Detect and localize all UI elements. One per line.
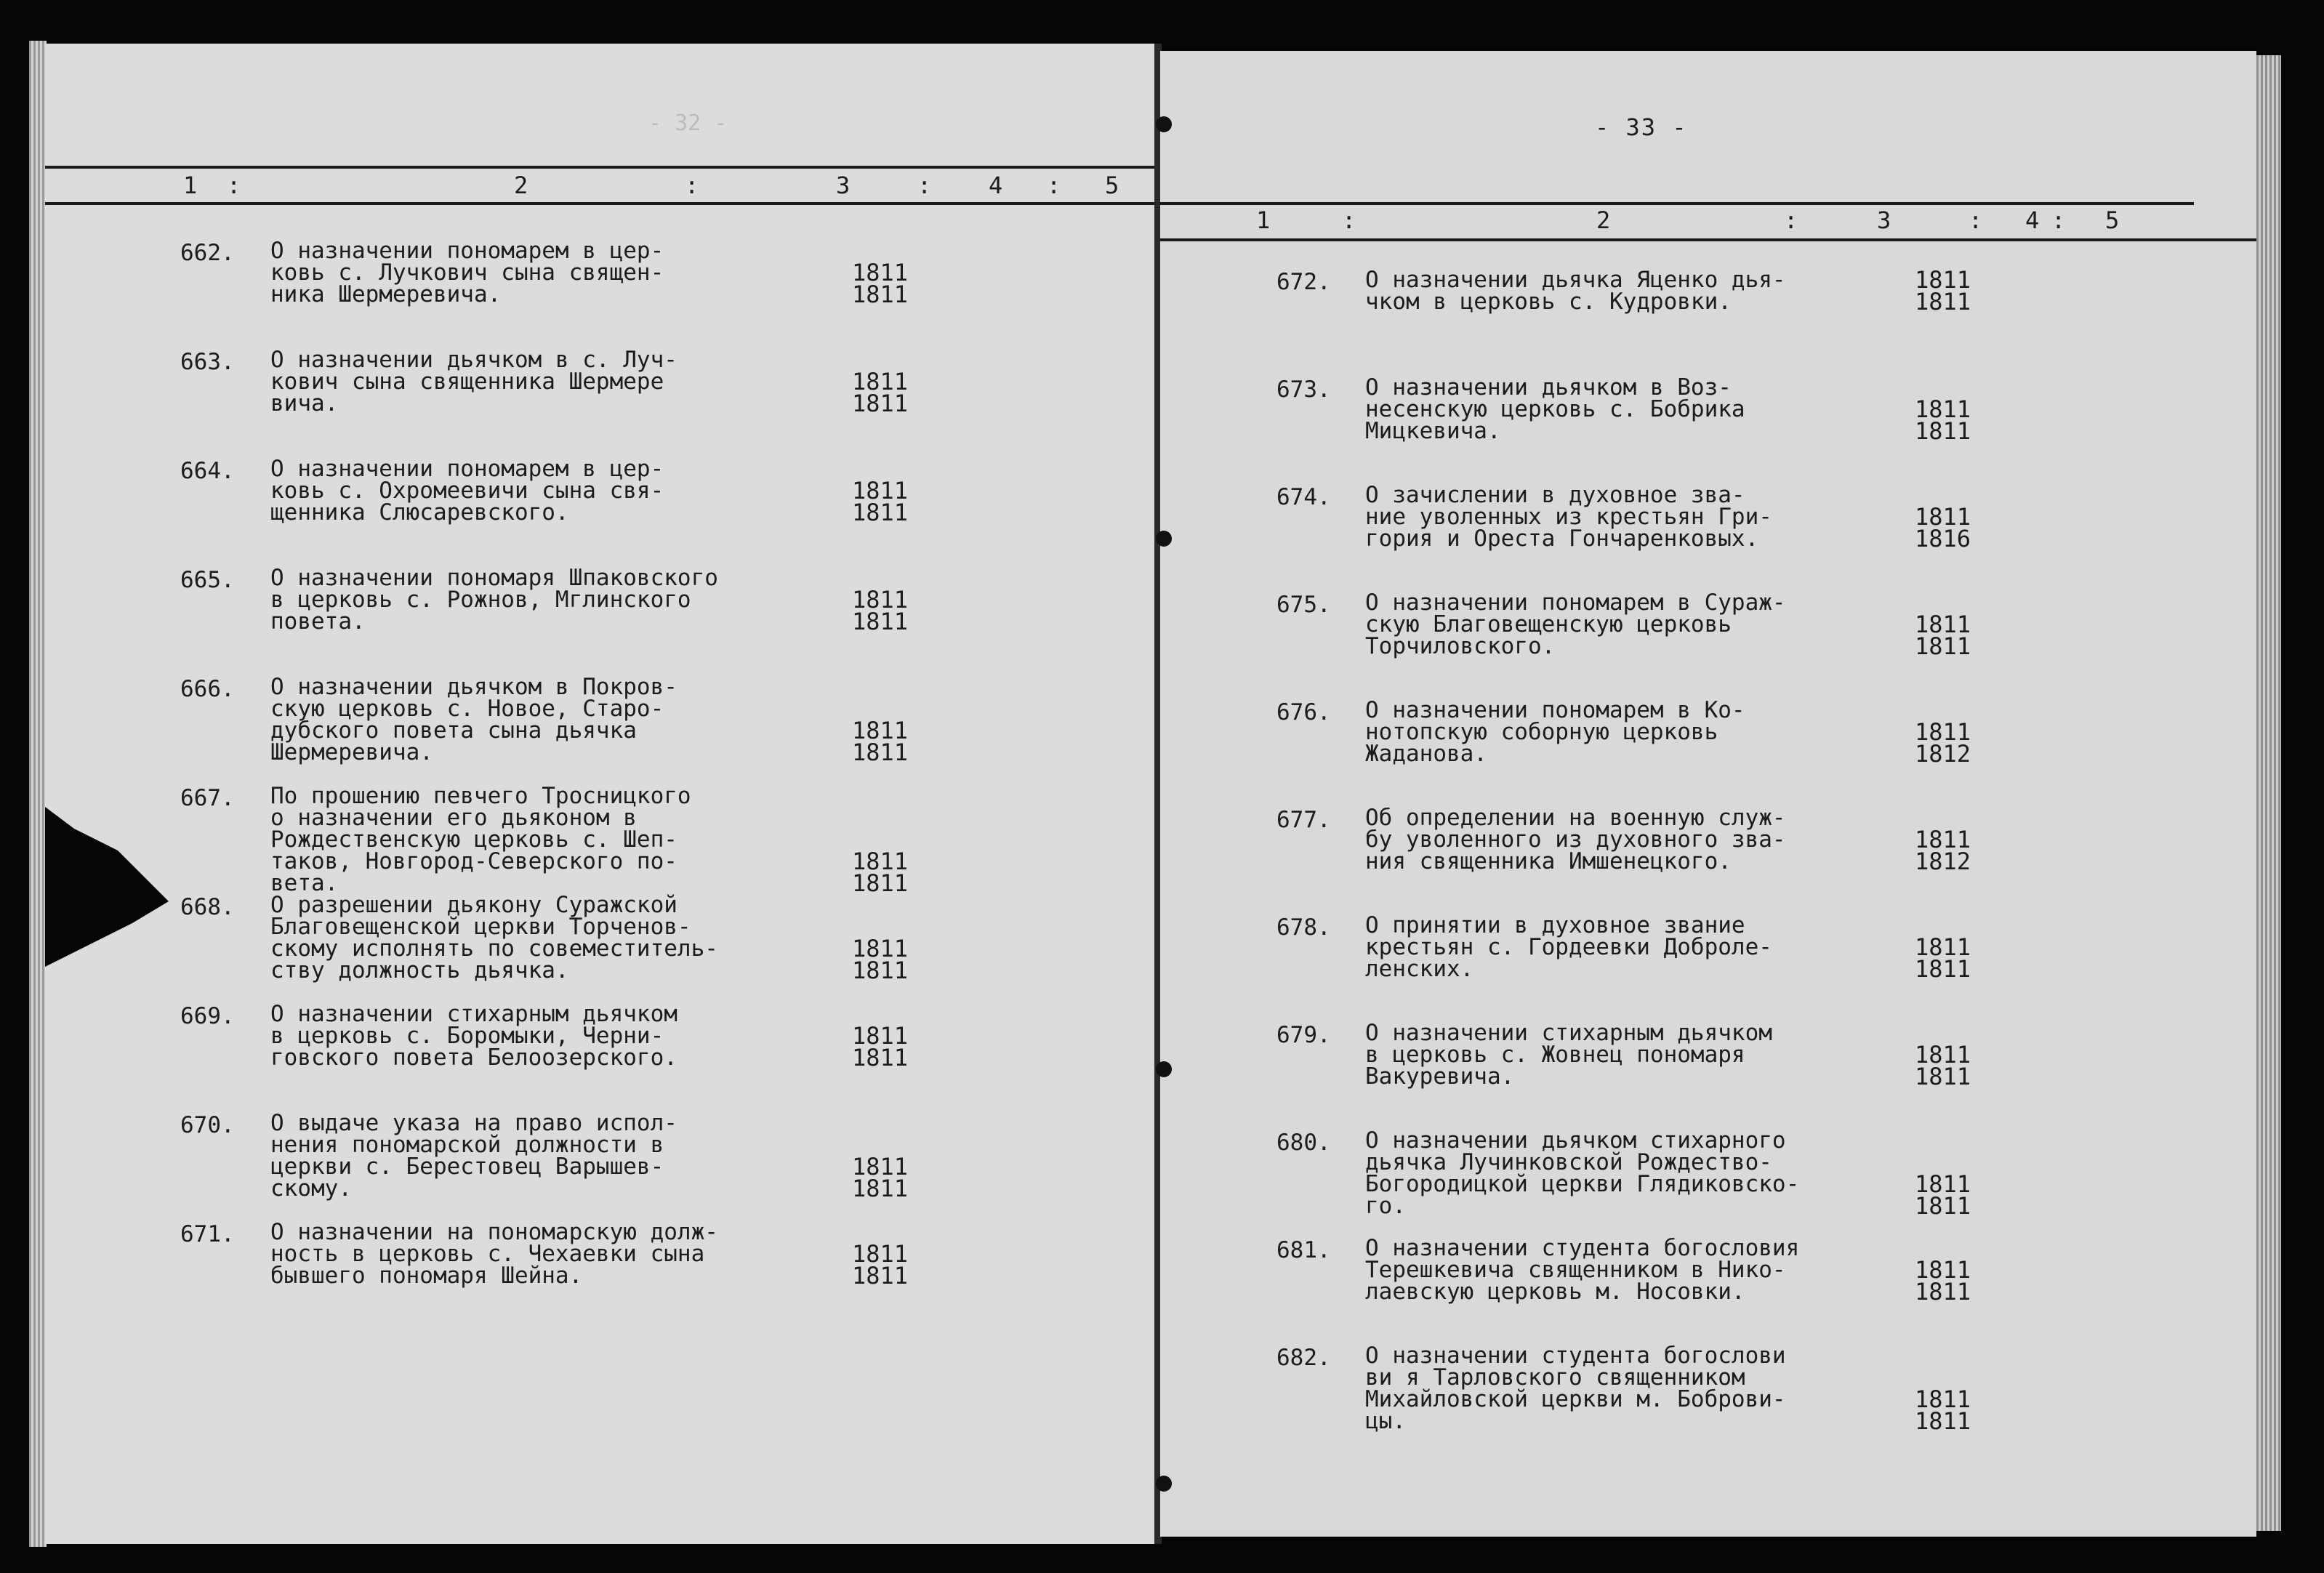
year-value: 1811 xyxy=(1915,1041,1971,1069)
year-value: 1811 xyxy=(852,390,909,417)
entry-line: О назначении дьячком в Покров- xyxy=(270,674,678,700)
entry-years xyxy=(1915,1256,1971,1306)
entry-description xyxy=(1365,484,1772,550)
entry-line: О назначении дьячком в Воз- xyxy=(1365,374,1732,401)
year-value: 1811 xyxy=(852,1153,909,1180)
entry-description xyxy=(270,894,718,981)
entry-line: скую Благовещенскую церковь xyxy=(1365,611,1732,637)
column-header-2: 2 xyxy=(1596,206,1611,234)
entry-line: Шермеревича. xyxy=(270,739,433,765)
column-separator: : xyxy=(685,172,699,199)
binding-hole xyxy=(1156,1476,1172,1492)
column-separator: : xyxy=(227,172,241,199)
column-separator: : xyxy=(1969,206,1983,234)
entry-line: О назначении пономарем в Ко- xyxy=(1365,697,1745,723)
year-value: 1811 xyxy=(852,281,909,308)
entry-description xyxy=(270,1110,678,1202)
right-page xyxy=(1160,51,2256,1537)
entry-line: вета. xyxy=(270,870,339,896)
entry-number: 679. xyxy=(1276,1022,1331,1048)
year-value: 1816 xyxy=(1915,525,1971,552)
year-value: 1811 xyxy=(852,1022,909,1050)
year-value: 1811 xyxy=(1915,826,1971,853)
entry-number: 673. xyxy=(1276,377,1331,403)
entry-description xyxy=(1365,592,1786,657)
entry-line: О назначении пономарем в Сураж- xyxy=(1365,590,1786,616)
entry-line: ния священника Имшенецкого. xyxy=(1365,848,1732,874)
year-value: 1811 xyxy=(852,848,909,875)
year-value: 1811 xyxy=(852,739,909,766)
entry-years xyxy=(852,259,909,308)
entry-line: О назначении дьячком стихарного xyxy=(1365,1127,1786,1154)
year-value: 1811 xyxy=(1915,266,1971,294)
torn-page-edge xyxy=(45,807,190,967)
entry-number: 670. xyxy=(180,1112,235,1138)
year-value: 1811 xyxy=(852,499,909,526)
entry-line: ковь с. Лучкович сына священ- xyxy=(270,260,664,286)
year-value: 1811 xyxy=(1915,1063,1971,1090)
column-header-5: 5 xyxy=(1105,172,1119,199)
binding-hole xyxy=(1156,1061,1172,1077)
entry-line: Мицкевича. xyxy=(1365,418,1501,444)
entry-line: Торчиловского. xyxy=(1365,633,1556,659)
entry-line: О назначении пономарем в цер- xyxy=(270,238,664,264)
entry-line: скому. xyxy=(270,1175,352,1202)
entry-line: О разрешении дьякону Суражской xyxy=(270,892,678,918)
column-header-5: 5 xyxy=(2105,206,2120,234)
header-top-rule xyxy=(45,166,1156,169)
entry-number: 668. xyxy=(180,894,235,920)
entry-line: ние уволенных из крестьян Гри- xyxy=(1365,504,1772,530)
year-value: 1811 xyxy=(1915,395,1971,423)
entry-line: ковь с. Охромеевичи сына свя- xyxy=(270,478,664,504)
entry-line: нотопскую соборную церковь xyxy=(1365,719,1718,745)
entry-years xyxy=(1915,933,1971,983)
year-value: 1811 xyxy=(1915,632,1971,660)
binding-hole xyxy=(1156,531,1172,547)
entry-line: Рождественскую церковь с. Шеп- xyxy=(270,826,678,853)
year-value: 1811 xyxy=(852,717,909,744)
left-page xyxy=(45,44,1156,1544)
year-value: 1811 xyxy=(1915,1256,1971,1284)
bleed-through-page-number: - 32 - xyxy=(648,110,728,136)
entry-years xyxy=(852,586,909,635)
entry-number: 665. xyxy=(180,567,235,593)
entry-number: 662. xyxy=(180,240,235,266)
entry-years xyxy=(852,1240,909,1290)
header-bottom-rule xyxy=(45,202,1156,205)
entry-line: крестьян с. Гордеевки Доброле- xyxy=(1365,934,1772,960)
column-header-4: 4 xyxy=(989,172,1003,199)
year-value: 1811 xyxy=(852,1240,909,1268)
entry-description xyxy=(270,1003,678,1069)
right-page-edge xyxy=(2256,55,2281,1531)
year-value: 1811 xyxy=(852,935,909,962)
column-separator: : xyxy=(2051,206,2066,234)
year-value: 1812 xyxy=(1915,740,1971,768)
entry-description xyxy=(270,240,664,305)
entry-description xyxy=(270,456,664,526)
entry-line: Терешкевича священником в Нико- xyxy=(1365,1257,1786,1283)
entry-line: цы. xyxy=(1365,1408,1406,1434)
entry-number: 681. xyxy=(1276,1237,1331,1263)
entry-number: 664. xyxy=(180,458,235,484)
entry-line: гория и Ореста Гончаренковых. xyxy=(1365,526,1759,552)
entry-description xyxy=(270,676,678,763)
entry-number: 677. xyxy=(1276,807,1331,833)
entry-years xyxy=(1915,826,1971,875)
entry-number: 663. xyxy=(180,349,235,375)
year-value: 1811 xyxy=(1915,288,1971,315)
entry-number: 680. xyxy=(1276,1130,1331,1156)
entry-line: Богородицкой церкви Глядиковско- xyxy=(1365,1171,1800,1197)
entry-line: чком в церковь с. Кудровки. xyxy=(1365,289,1732,315)
entry-line: в церковь с. Жовнец пономаря xyxy=(1365,1042,1745,1068)
entry-line: ность в церковь с. Чехаевки сына xyxy=(270,1241,705,1267)
entry-description xyxy=(1365,374,1745,444)
entry-line: О назначении стихарным дьячком xyxy=(1365,1020,1772,1046)
entry-line: По прошению певчего Тросницкого xyxy=(270,783,691,809)
year-value: 1811 xyxy=(1915,955,1971,983)
entry-line: щенника Слюсаревского. xyxy=(270,499,569,526)
entry-years xyxy=(1915,503,1971,552)
entry-years xyxy=(852,717,909,766)
entry-line: Благовещенской церкви Торченов- xyxy=(270,914,691,940)
year-value: 1811 xyxy=(1915,503,1971,531)
entry-line: О принятии в духовное звание xyxy=(1365,912,1745,938)
entry-line: говского повета Белоозерского. xyxy=(270,1045,678,1071)
entry-line: О назначении дьячком в с. Луч- xyxy=(270,347,678,373)
entry-line: дубского повета сына дьячка xyxy=(270,717,637,744)
entry-line: вича. xyxy=(270,390,339,417)
entry-line: Жаданова. xyxy=(1365,741,1487,767)
entry-number: 671. xyxy=(180,1221,235,1247)
entry-line: о назначении его дьяконом в xyxy=(270,805,637,831)
entry-description xyxy=(1365,914,1772,980)
year-value: 1811 xyxy=(852,869,909,897)
entry-line: О назначении пономарем в цер- xyxy=(270,456,664,482)
column-separator: : xyxy=(1784,206,1798,234)
entry-number: 676. xyxy=(1276,699,1331,725)
entry-line: О назначении студента богослови xyxy=(1365,1343,1786,1369)
entry-line: О выдаче указа на право испол- xyxy=(270,1110,678,1136)
entry-description xyxy=(1365,1020,1772,1090)
entry-years xyxy=(852,935,909,984)
entry-line: О назначении стихарным дьячком xyxy=(270,1001,678,1027)
entry-line: го. xyxy=(1365,1193,1406,1219)
entry-years xyxy=(852,477,909,526)
entry-line: Михайловской церкви м. Боброви- xyxy=(1365,1386,1786,1412)
entry-description xyxy=(1365,269,1786,313)
entry-number: 672. xyxy=(1276,269,1331,295)
entry-description xyxy=(270,785,691,894)
column-separator: : xyxy=(917,172,932,199)
entry-years xyxy=(1915,1170,1971,1220)
entry-years xyxy=(852,848,909,897)
year-value: 1811 xyxy=(1915,1407,1971,1435)
year-value: 1811 xyxy=(852,608,909,635)
entry-line: кович сына священника Шермере xyxy=(270,369,664,395)
entry-number: 675. xyxy=(1276,592,1331,618)
entry-years xyxy=(1915,266,1971,315)
entry-line: ленских. xyxy=(1365,956,1474,982)
entry-description xyxy=(270,1221,718,1287)
entry-number: 674. xyxy=(1276,484,1331,510)
entry-line: ви я Тарловского священником xyxy=(1365,1364,1745,1391)
year-value: 1811 xyxy=(1915,1385,1971,1413)
entry-line: Вакуревича. xyxy=(1365,1063,1515,1090)
left-page-edge xyxy=(29,41,47,1547)
column-separator: : xyxy=(1047,172,1061,199)
entry-line: О назначении студента богословия xyxy=(1365,1235,1800,1261)
entry-line: лаевскую церковь м. Носовки. xyxy=(1365,1279,1745,1305)
entry-number: 667. xyxy=(180,785,235,811)
column-header-4: 4 xyxy=(2025,206,2040,234)
year-value: 1811 xyxy=(852,259,909,286)
entry-description xyxy=(270,565,718,635)
entry-years xyxy=(852,368,909,417)
entry-description xyxy=(1365,1237,1799,1303)
entry-line: церкви с. Берестовец Варышев- xyxy=(270,1154,664,1180)
year-value: 1811 xyxy=(1915,1170,1971,1198)
entry-line: бывшего пономаря Шейна. xyxy=(270,1263,583,1289)
entry-years xyxy=(852,1022,909,1071)
entry-number: 678. xyxy=(1276,914,1331,941)
entry-number: 669. xyxy=(180,1003,235,1029)
entry-line: О назначении пономаря Шпаковского xyxy=(270,565,718,591)
entry-description xyxy=(1365,1127,1800,1219)
year-value: 1811 xyxy=(852,957,909,984)
entry-years xyxy=(1915,395,1971,445)
entry-line: ству должность дьячка. xyxy=(270,957,569,983)
entry-description xyxy=(1365,807,1786,872)
year-value: 1811 xyxy=(1915,1192,1971,1220)
entry-description xyxy=(1365,1345,1786,1432)
header-bottom-rule xyxy=(1160,238,2256,241)
column-header-1: 1 xyxy=(183,172,198,199)
entry-years xyxy=(1915,718,1971,768)
entry-years xyxy=(852,1153,909,1202)
entry-description xyxy=(1365,699,1745,765)
year-value: 1812 xyxy=(1915,848,1971,875)
entry-line: О назначении на пономарскую долж- xyxy=(270,1219,718,1245)
year-value: 1811 xyxy=(1915,718,1971,746)
entry-line: О назначении дьячка Яценко дья- xyxy=(1365,267,1786,293)
entry-line: скому исполнять по совеместитель- xyxy=(270,936,718,962)
entry-line: несенскую церковь с. Бобрика xyxy=(1365,396,1745,422)
column-header-3: 3 xyxy=(1877,206,1891,234)
entry-number: 682. xyxy=(1276,1345,1331,1371)
column-header-1: 1 xyxy=(1256,206,1271,234)
year-value: 1811 xyxy=(1915,933,1971,961)
year-value: 1811 xyxy=(852,586,909,613)
entry-number: 666. xyxy=(180,676,235,702)
entry-line: повета. xyxy=(270,608,366,635)
entry-line: в церковь с. Рожнов, Мглинского xyxy=(270,587,691,613)
entry-line: бу уволенного из духовного зва- xyxy=(1365,826,1786,853)
column-header-3: 3 xyxy=(836,172,851,199)
column-header-2: 2 xyxy=(514,172,528,199)
year-value: 1811 xyxy=(852,1175,909,1202)
entry-line: Об определении на военную служ- xyxy=(1365,805,1786,831)
year-value: 1811 xyxy=(852,1262,909,1290)
entry-line: в церковь с. Боромыки, Черни- xyxy=(270,1023,664,1049)
year-value: 1811 xyxy=(1915,417,1971,445)
entry-line: ника Шермеревича. xyxy=(270,281,502,307)
entry-line: О зачислении в духовное зва- xyxy=(1365,482,1745,508)
year-value: 1811 xyxy=(1915,611,1971,638)
entry-years xyxy=(1915,1041,1971,1090)
binding-hole xyxy=(1156,116,1172,132)
page-number: - 33 - xyxy=(1595,113,1688,141)
entry-line: дьячка Лучинковской Рождество- xyxy=(1365,1149,1772,1175)
year-value: 1811 xyxy=(852,1044,909,1071)
entry-line: нения пономарской должности в xyxy=(270,1132,664,1158)
header-top-rule xyxy=(1160,202,2194,205)
entry-years xyxy=(1915,611,1971,660)
year-value: 1811 xyxy=(852,477,909,504)
entry-line: скую церковь с. Новое, Старо- xyxy=(270,696,664,722)
entry-line: таков, Новгород-Северского по- xyxy=(270,848,678,874)
year-value: 1811 xyxy=(1915,1278,1971,1306)
column-separator: : xyxy=(1342,206,1356,234)
entry-description xyxy=(270,347,678,417)
year-value: 1811 xyxy=(852,368,909,395)
entry-years xyxy=(1915,1385,1971,1435)
